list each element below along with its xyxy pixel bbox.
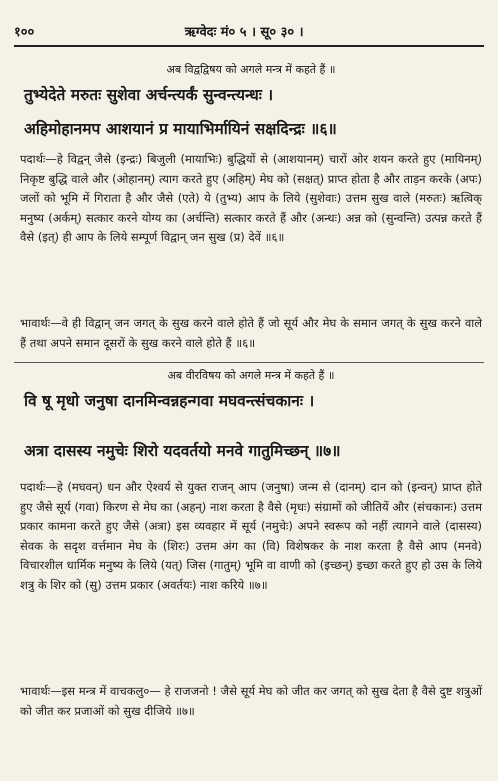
mantra-6-line-2: अहिमोहानमप आशयानं प्र मायाभिर्मायिनं सक्षदिन्द्रः ॥६॥: [24, 120, 337, 138]
mantra-7-line-1: वि षू मृधो जनुषा दानमिन्वन्नहन्गवा मघवन्त्संचकानः ।: [24, 392, 315, 410]
mantra-6-bhavartha: भावार्थः—वे ही विद्वान् जन जगत् के सुख करने वाले होते हैं जो सूर्य और मेघ के समान जगत् के सुख करने वाले हैं तथा अपने समान दूसरों के सुख करने वाले होते हैं ॥६॥: [20, 316, 482, 350]
page-header: [14, 18, 484, 44]
running-title: ऋग्वेदः मं० ५ । सू० ३० ।: [184, 25, 304, 40]
mantra-6-intro: अब विद्वद्विषय को अगले मन्त्र में कहते हैं ॥: [166, 63, 336, 76]
page-number: १००: [14, 25, 35, 40]
mantra-6-padartha: पदार्थः—हे विद्वन् जैसे (इन्द्रः) बिजुली (मायाभिः) बुद्धियों से (आशयानम्) चारों ओर शयन करते हुए (मायिनम्) निकृष्ट बुद्धि वाले और (ओहानम्) त्याग करते हुए (अहिम्) मेघ को (सक्षत्) प्राप्त होता है और ताड़न करके (अपः) जलों को भूमि में गिराता है और जैसे (एते) ये (तुभ्य) आप के लिये (सुशेवाः) उत्तम सुख वाले (मरुतः) ऋत्विक् मनुष्य (अर्कम्) सत्कार करने योग्य का (अर्चन्ति) सत्कार करते हैं और (अन्धः) अन्न को (सुन्वन्ति) उत्पन्न करते हैं वैसे (इत्) ही आप के लिये सम्पूर्ण विद्वान् जन सुख (प्र) देवें ॥६॥: [20, 152, 482, 244]
section-divider: [14, 362, 484, 363]
mantra-7-intro: अब वीरविषय को अगले मन्त्र में कहते हैं ॥: [167, 369, 335, 382]
mantra-7-line-2: अत्रा दासस्य नमुचेः शिरो यदवर्तयो मनवे गातुमिच्छन् ॥७॥: [24, 442, 341, 460]
header-rule: [14, 45, 484, 47]
mantra-7-bhavartha: भावार्थः—इस मन्त्र में वाचकलु०— हे राजजनो ! जैसे सूर्य मेघ को जीत कर जगत् को सुख देता है वैसे दुष्ट शत्रुओं को जीत कर प्रजाओं को सुख दीजिये ॥७॥: [20, 684, 482, 718]
mantra-6-line-1: तुभ्येदेते मरुतः सुशेवा अर्चन्त्यर्कं सुन्वन्त्यन्धः ।: [24, 86, 274, 104]
mantra-7-padartha: पदार्थः—हे (मघवन्) धन और ऐश्वर्य से युक्त राजन् आप (जनुषा) जन्म से (दानम्) दान को (इन्वन्) प्राप्त होते हुए जैसे सूर्य (गवा) किरण से मेघ का (अहन्) नाश करता है वैसे (मृधः) संग्रामों को जीतियें और (संचकानः) उत्तम प्रकार कामना करते हुए जैसे (अत्रा) इस व्यवहार में सूर्य (नमुचेः) अपने स्वरूप को नहीं त्यागने वाले (दासस्य) सेवक के सदृश वर्त्तमान मेघ के (शिरः) उत्तम अंग का (वि) विशेषकर के नाश करता है वैसे आप (मनवे) विचारशील धार्मिक मनुष्य के लिये (यत्) जिस (गातुम्) भूमि वा वाणी को (इच्छन्) इच्छा करते हुए हो उस के लिये शत्रु के शिर को (सु) उत्तम प्रकार (अवर्तयः) नाश करिये ॥७॥: [20, 480, 482, 592]
